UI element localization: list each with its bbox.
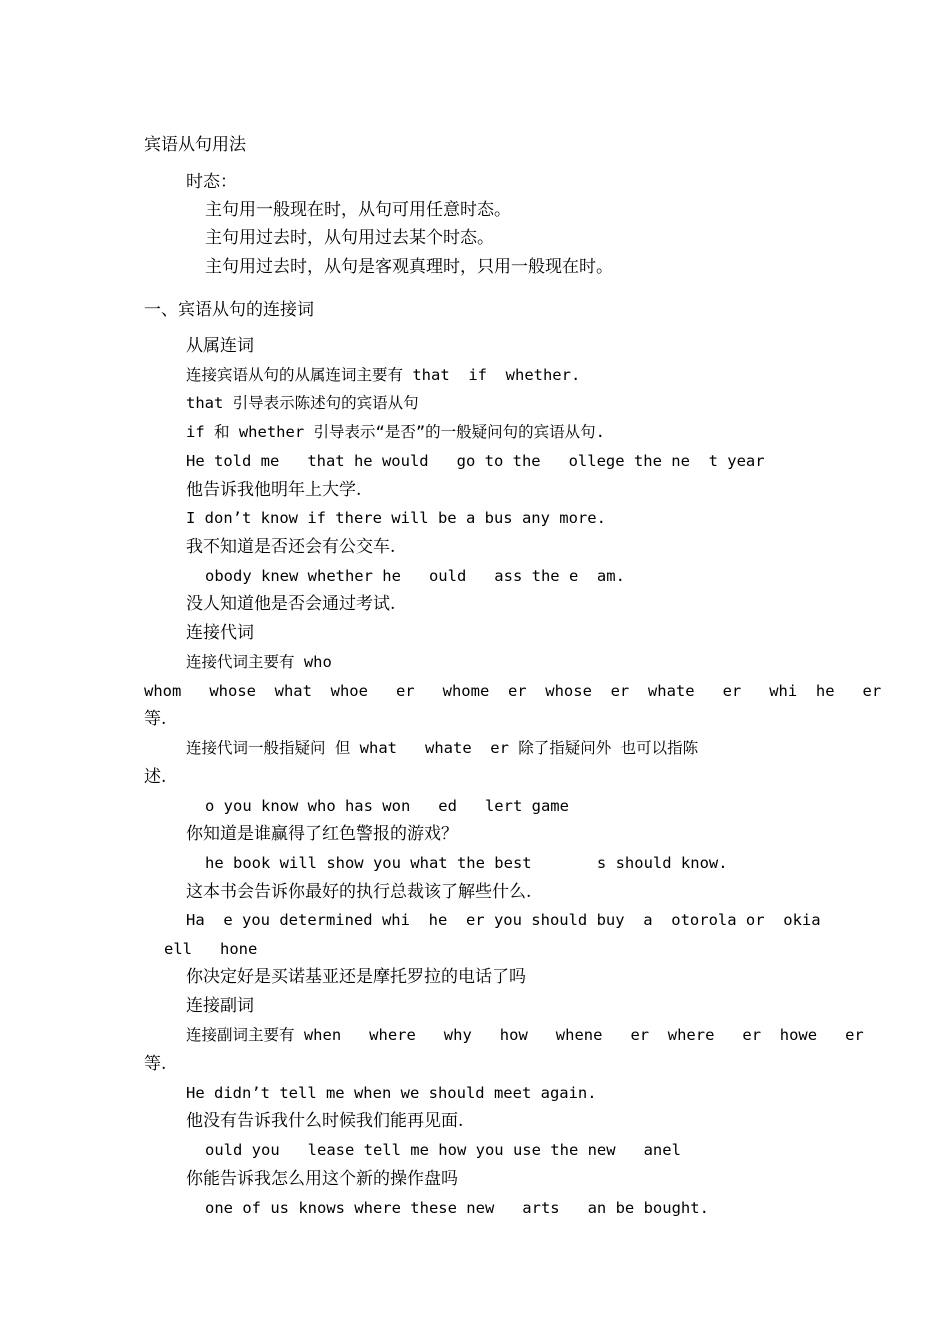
example-sentence: ould you lease tell me how you use the new anel [205, 1141, 681, 1159]
subsection-heading: 从属连词 [186, 336, 254, 356]
example-sentence: ell hone [164, 940, 258, 958]
example-sentence: one of us knows where these new arts an be bought. [205, 1199, 709, 1217]
text-line: if 和 whether 引导表示“是否”的一般疑问句的宾语从句. [186, 423, 605, 441]
text-line: 连接代词主要有 who [186, 653, 332, 671]
example-sentence: obody knew whether he ould ass the e am. [205, 567, 625, 585]
example-sentence: he book will show you what the best s should know. [205, 854, 728, 872]
text-line: that 引导表示陈述句的宾语从句 [186, 394, 419, 412]
text-line: 主句用过去时，从句用过去某个时态。 [205, 228, 494, 248]
subsection-heading: 连接副词 [186, 996, 254, 1016]
translation-line: 你能告诉我怎么用这个新的操作盘吗 [186, 1169, 458, 1189]
text-line: 连接副词主要有 when where why how whene er where er howe er [186, 1026, 864, 1044]
text-line: 等. [144, 1054, 167, 1074]
translation-line: 他没有告诉我什么时候我们能再见面. [186, 1111, 464, 1131]
translation-line: 你知道是谁赢得了红色警报的游戏？ [186, 824, 458, 844]
text-line: 连接代词一般指疑问 但 what whate er 除了指疑问外 也可以指陈 [186, 739, 699, 757]
text-line: 连接宾语从句的从属连词主要有 that if whether. [186, 366, 581, 384]
text-line: 主句用过去时，从句是客观真理时，只用一般现在时。 [205, 257, 613, 277]
section-heading: 一、宾语从句的连接词 [144, 300, 314, 320]
translation-line: 这本书会告诉你最好的执行总裁该了解些什么. [186, 882, 532, 902]
example-sentence: I don’t know if there will be a bus any more. [186, 509, 606, 527]
translation-line: 你决定好是买诺基亚还是摩托罗拉的电话了吗 [186, 967, 526, 987]
text-line: 主句用一般现在时，从句可用任意时态。 [205, 200, 511, 220]
document-title: 宾语从句用法 [144, 135, 246, 155]
translation-line: 我不知道是否还会有公交车. [186, 537, 396, 557]
example-sentence: Ha e you determined whi he er you should buy a otorola or okia [186, 911, 821, 929]
translation-line: 他告诉我他明年上大学. [186, 480, 362, 500]
text-line: 等. [144, 709, 167, 729]
translation-line: 没人知道他是否会通过考试. [186, 594, 396, 614]
text-line: whom whose what whoe er whome er whose er whate er whi he er [144, 682, 882, 700]
text-line: 述. [144, 767, 167, 787]
example-sentence: He told me that he would go to the ollege the ne t year [186, 452, 765, 470]
text-line: 时态： [186, 172, 237, 192]
example-sentence: He didn’t tell me when we should meet again. [186, 1084, 597, 1102]
example-sentence: o you know who has won ed lert game [205, 797, 569, 815]
subsection-heading: 连接代词 [186, 623, 254, 643]
